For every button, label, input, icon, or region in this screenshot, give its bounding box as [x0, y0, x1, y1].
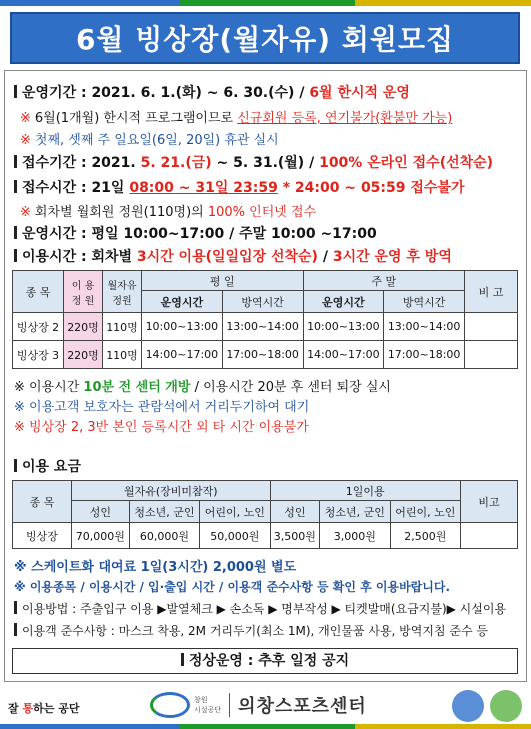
normal-operation-notice: 정상운영 : 추후 일정 공지 [12, 648, 518, 674]
table-row: 빙상장 70,000원 60,000원 50,000원 3,500원 3,000원 2,500원 [13, 523, 518, 549]
col-wd-dis: 방역시간 [222, 291, 303, 313]
fee-title: 이용 요금 [14, 456, 81, 476]
page-title: 6월 빙상장(월자유) 회원모집 [75, 23, 455, 56]
apply-time-line: 접수시간 : 21일 08:00 ~ 31일 23:59 * 24:00 ~ 05:59 접수불가 [14, 177, 464, 197]
fee-col-item: 종 목 [13, 481, 72, 523]
title-banner [10, 12, 520, 64]
col-monthly: 월자유 정원 [103, 271, 142, 313]
col-quota: 이 용 정 원 [64, 271, 103, 313]
check-notice: ※ 이용종목 / 이용시간 / 입·출입 시간 / 이용객 준수사항 등 확인 후 이용바랍니다. [14, 580, 451, 594]
table-row: 빙상장 3 220명 110명 14:00~17:00 17:00~18:00 14:00~17:00 17:00~18:00 [13, 341, 518, 369]
ops-time-line: 운영시간 : 평일 10:00~17:00 / 주말 10:00 ~17:00 [14, 223, 377, 243]
period-note1: ※ 6월(1개월) 한시적 프로그램이므로 신규회원 등록, 연기불가(환불만 가능) [20, 111, 453, 126]
method-line: 이용방법 : 주출입구 이용 ▶발열체크 ▶ 손소독 ▶ 명부작성 ▶ 티켓발매(요금지불)▶ 시설이용 [14, 600, 506, 617]
logo-mark-icon [150, 692, 190, 718]
col-note: 비 고 [465, 271, 518, 313]
apply-note: ※ 회차별 월회원 정원(110명)의 100% 인터넷 접수 [20, 205, 317, 220]
col-weekday: 평 일 [142, 271, 304, 291]
top-color-bar [0, 0, 531, 6]
note2: ※ 이용고객 보호자는 관람석에서 거리두기하여 대기 [14, 400, 310, 415]
note1: ※ 이용시간 10분 전 센터 개방 / 이용시간 20분 후 센터 퇴장 실시 [14, 380, 391, 395]
schedule-table [12, 270, 518, 369]
bottom-color-bar [0, 724, 531, 729]
col-item: 종 목 [13, 271, 64, 313]
skate-rent-note: ※ 스케이트화 대여료 1일(3시간) 2,000원 별도 [14, 560, 297, 575]
logo: 창원 시설공단 의창스포츠센터 [150, 692, 367, 718]
fee-col-note: 비고 [461, 481, 518, 523]
period-line: 운영기간 : 2021. 6. 1.(화) ~ 6. 30.(수) / 6월 한시적 운영 [14, 82, 410, 102]
fee-col-daily: 1일이용 [270, 481, 461, 501]
slogan: 잘 통하는 공단 [8, 702, 80, 715]
col-we-op: 운영시간 [303, 291, 384, 313]
note3: ※ 빙상장 2, 3반 본인 등록시간 외 타 시간 이용불가 [14, 420, 309, 435]
col-wd-op: 운영시간 [142, 291, 223, 313]
mascot-icon [490, 690, 522, 722]
footer [0, 686, 531, 729]
period-note2: ※ 첫째, 셋째 주 일요일(6일, 20일) 휴관 실시 [20, 133, 279, 148]
col-weekend: 주 말 [303, 271, 465, 291]
rules-line: 이용객 준수사항 : 마스크 착용, 2M 거리두기(최소 1M), 개인물품 사용, 방역지침 준수 등 [14, 622, 488, 639]
fee-col-monthly: 월자유(장비미참작) [72, 481, 271, 501]
apply-period-line: 접수기간 : 2021. 5. 21.(금) ~ 5. 31.(월) / 100% 온라인 접수(선착순) [14, 152, 493, 172]
center-name: 의창스포츠센터 [238, 696, 367, 717]
fee-table: 종 목 월자유(장비미참작) 1일이용 비고 성인 청소년, 군인 어린이, 노인 성인 청소년, 군인 어린이, 노인 빙상장 70,000원 60,000원 50,000원 3,500원 3,000원 2,500원 [12, 480, 518, 549]
table-row: 빙상장 2 220명 110명 10:00~13:00 13:00~14:00 10:00~13:00 13:00~14:00 [13, 313, 518, 341]
mascot-icon [452, 690, 484, 722]
col-we-dis: 방역시간 [384, 291, 465, 313]
use-time-line: 이용시간 : 회차별 3시간 이용(일일입장 선착순) / 3시간 운영 후 방역 [14, 246, 452, 266]
